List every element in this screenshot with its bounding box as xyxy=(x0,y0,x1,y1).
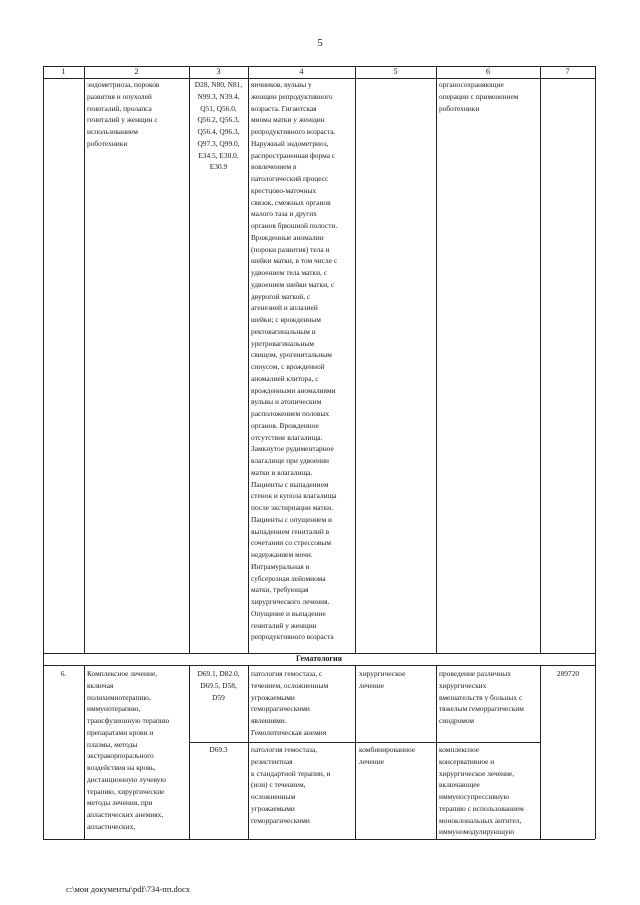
cell-treatment-method: органосохраняющие операции с применением роботехники xyxy=(439,80,519,113)
cell-icd-codes: D28, N80, N81, N99.3, N39.4, Q51, Q56.0, Q56.2, Q56.3, Q56.4, Q96.3, Q97.3, Q99.0, E34.5, E30.0, E30.9 xyxy=(194,80,243,172)
cell-row-number: 6. xyxy=(60,669,67,678)
cell-icd-codes: D69.1, D82.0, D69.5, D58, D59 xyxy=(197,669,240,702)
services-table xyxy=(43,66,595,839)
cell-service-name: эндометриоза, пороков развития и опухолей гениталий, пролапса гениталий у женщин с использованием роботехники xyxy=(87,80,160,148)
cell-treatment-method: комплексное консервативное и хирургическое лечение, включающее иммуносупрессивную терапию с использованием моноклональных антител, иммуномодулирующую xyxy=(439,745,524,837)
page-number: 5 xyxy=(317,37,323,49)
column-header-6: 6 xyxy=(486,67,490,76)
column-header-3: 3 xyxy=(216,67,221,76)
cell-treatment-method: проведение различных хирургических вмешательств у больных с тяжелым геморрагическим синдромом xyxy=(439,669,524,725)
column-header-2: 2 xyxy=(134,67,139,76)
cell-treatment-type: комбинированное лечение xyxy=(359,745,416,766)
section-title: Гематология xyxy=(296,654,342,663)
cell-patient-model: патология гемостаза, с течением, осложненным угрожаемыми геморрагическими явлениями. Гемолитическая анемия xyxy=(251,669,329,737)
cell-patient-model: яичников, вульвы у женщин репродуктивного возраста. Гигантская миома матки у женщин репродуктивного возраста. Наружный эндометриоз, распространенная форма с вовлечением в патологический процесс крестцово-маточных связок, смежных органов малого таза и других органов брюшной полости. Врожденные аномалии (пороки развития) тела и шейки матки, в том числе с удвоением тела матки, с удвоением шейки матки, с двурогой маткой, с агенезией и аплазией шейки; с врожденным ректовагинальным и уретровагинальным свищом, урогенитальным синусом, с врожденной аномалией клитора, с врожденными аномалиями вульвы и атопическим расположением половых органов. Врожденное отсутствие влагалища. Замкнутое рудиментарное влагалище при удвоении матки и влагалища. Пациенты с выпадением стенок и купола влагалища после экстирпации матки. Пациенты с опущением и выпадением гениталий в сочетании со стрессовым недержанием мочи. Интрамуральная и субсерозная лейомиома матки, требующая хирургического лечения. Опущение и выпадение гениталий у женщин репродуктивного возраста xyxy=(251,80,338,642)
column-header-4: 4 xyxy=(299,67,304,76)
column-header-1: 1 xyxy=(61,67,66,76)
cell-price: 289720 xyxy=(556,669,580,678)
footer-file-path: c:\мои документы\pdf\734-пп.docx xyxy=(66,884,191,894)
column-header-5: 5 xyxy=(393,67,398,76)
column-header-7: 7 xyxy=(565,67,570,76)
cell-icd-codes: D69.3 xyxy=(209,745,228,754)
cell-patient-model: патология гемостаза, резистентная к стандартной терапии, и (или) с течением, осложненным угрожаемыми геморрагическими xyxy=(251,745,331,825)
cell-service-name: Комплексное лечение, включая полихимиотерапию, иммунотерапию, трансфузионную терапию препаратами крови и плазмы, методы экстракорпорального воздействия на кровь, дистанционную лучевую терапию, хирургические методы лечения, при апластических анемиях, апластических, xyxy=(87,669,170,831)
cell-treatment-type: хирургическое лечение xyxy=(359,669,406,690)
